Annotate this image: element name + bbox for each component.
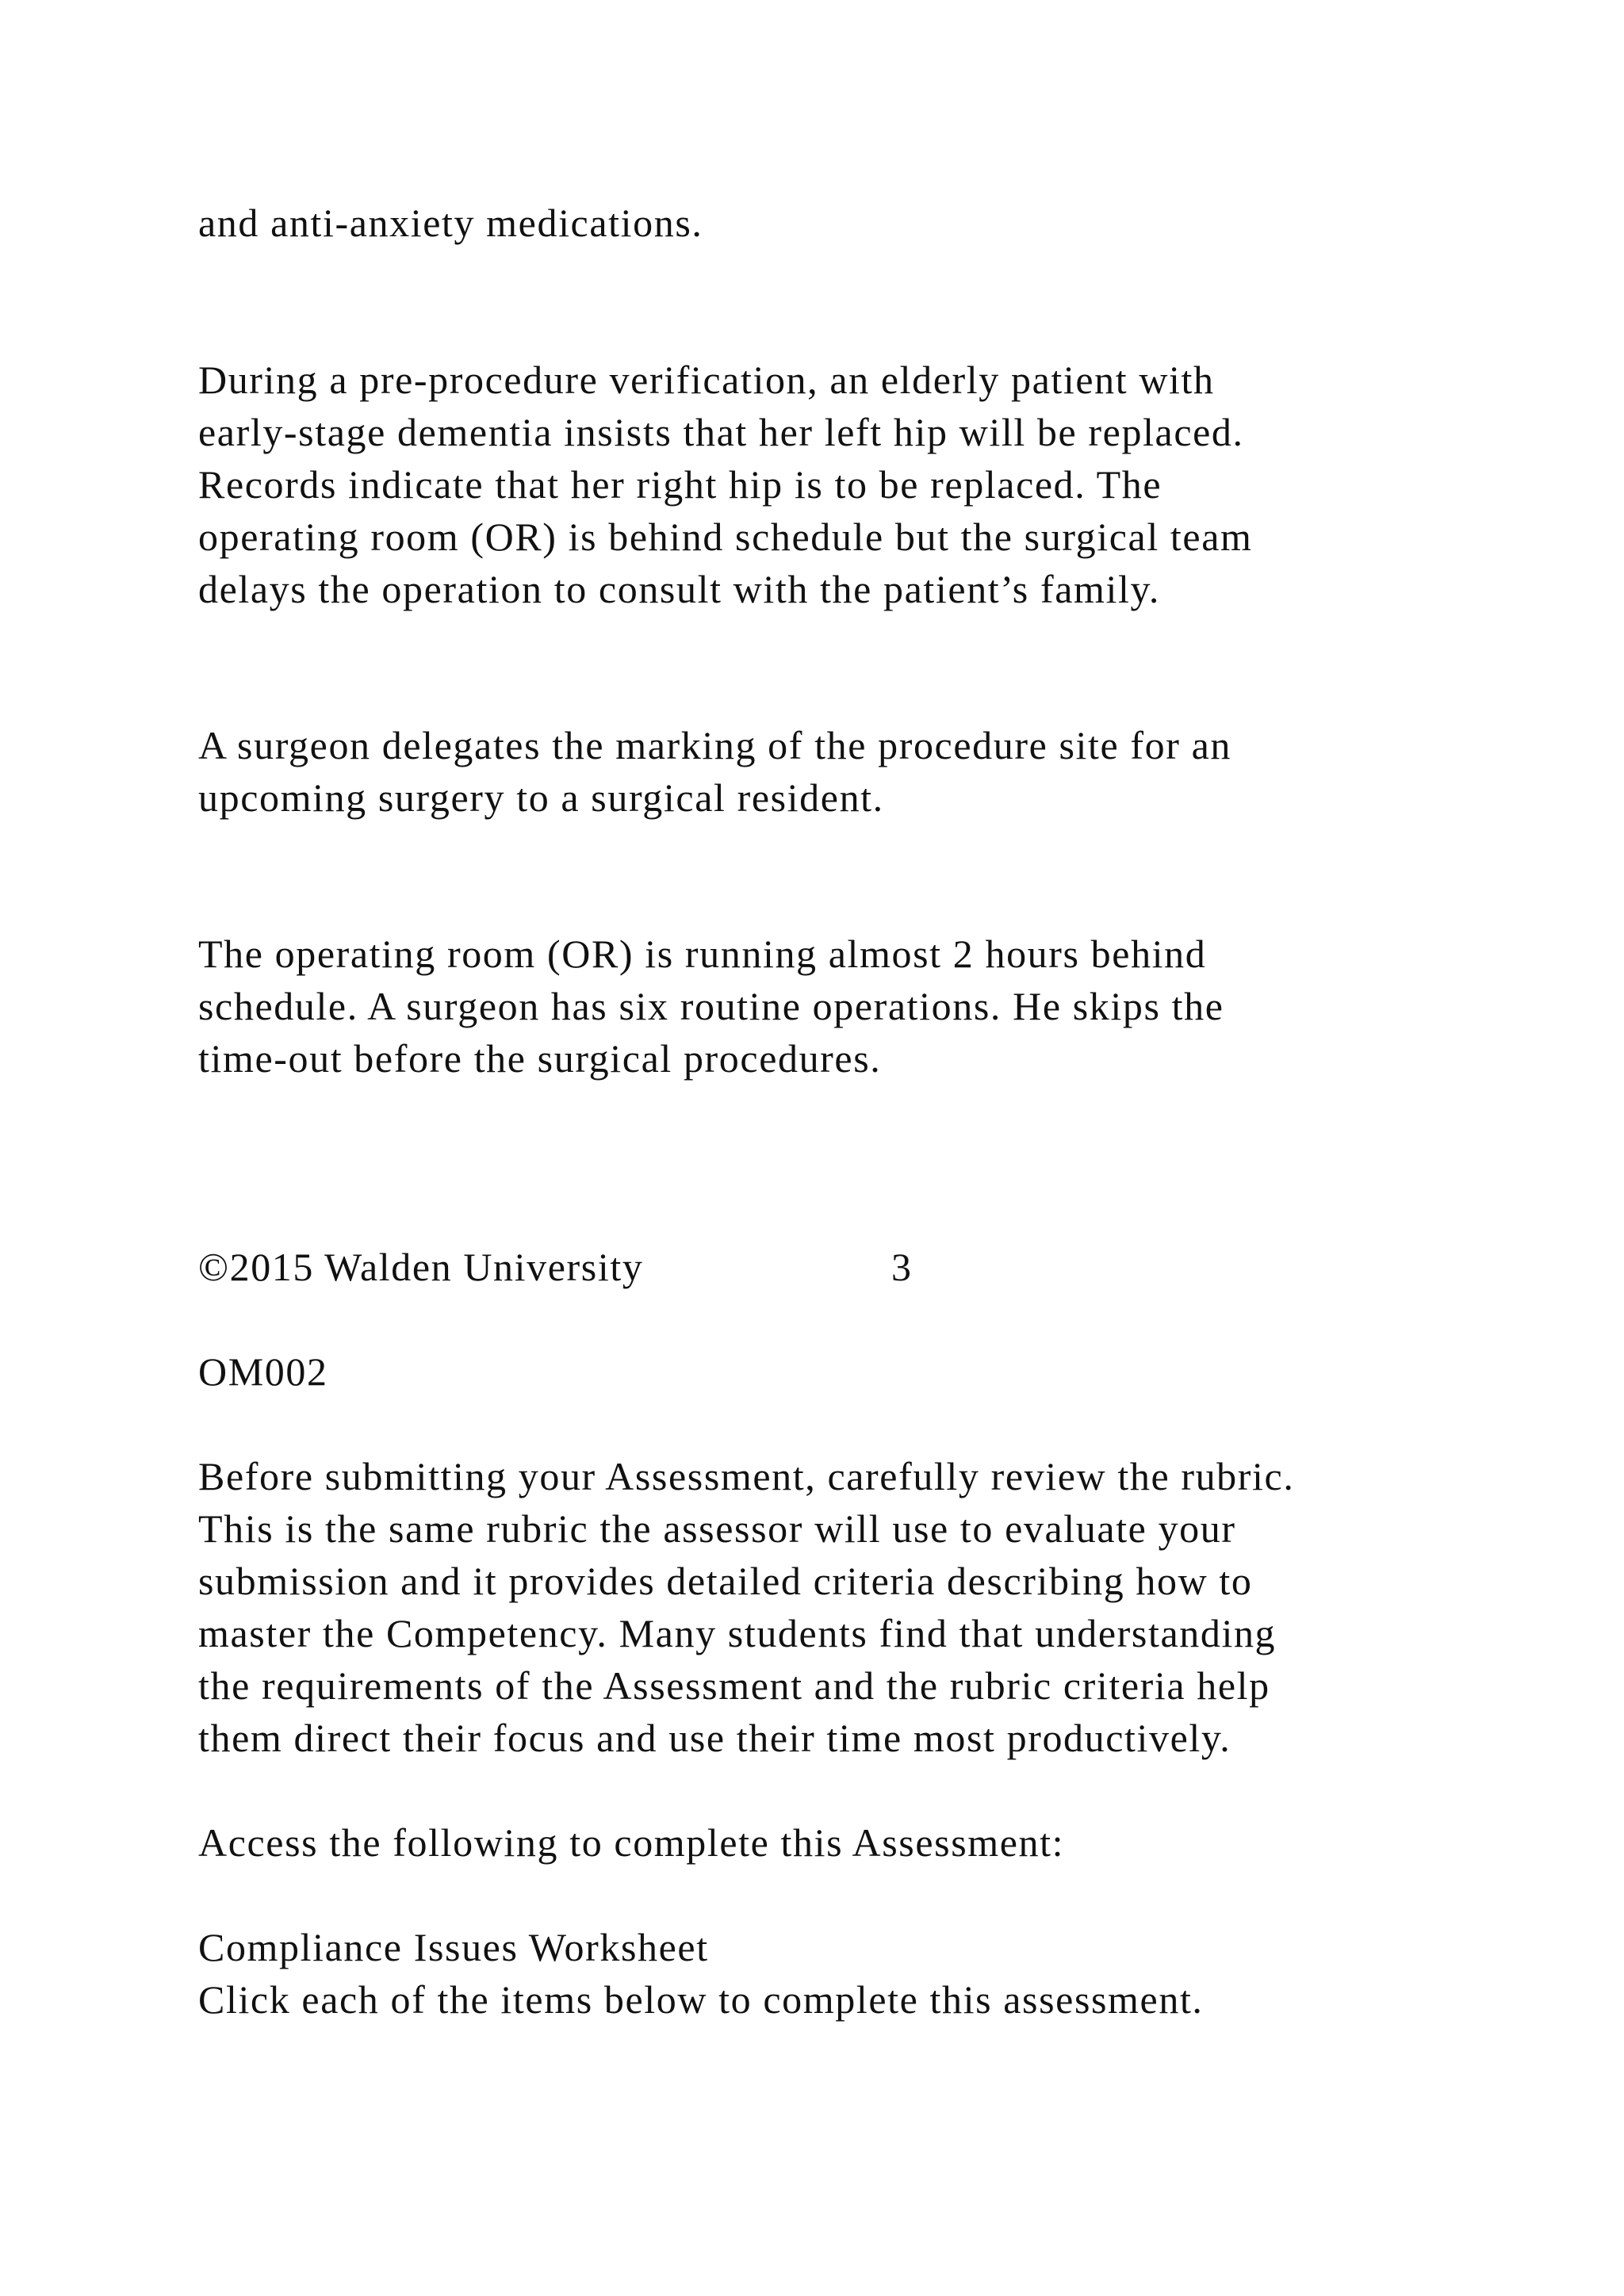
rubric-note-line: them direct their focus and use their time most productively. (198, 1716, 1231, 1760)
wrong-hip-scenario-line: early-stage dementia insists that her left hip will be replaced. (198, 410, 1244, 454)
rubric-note-line: submission and it provides detailed criteria describing how to (198, 1559, 1253, 1603)
rubric-note-line: the requirements of the Assessment and the rubric criteria help (198, 1663, 1270, 1708)
timeout-scenario-line: The operating room (OR) is running almost 2 hours behind (198, 932, 1207, 976)
timeout-scenario-line: schedule. A surgeon has six routine operations. He skips the (198, 984, 1224, 1028)
rubric-note-line: Before submitting your Assessment, carefully review the rubric. (198, 1454, 1295, 1498)
intro-text-line: and anti-anxiety medications. (198, 201, 703, 245)
timeout-scenario-line: time-out before the surgical procedures. (198, 1036, 882, 1081)
site-marking-scenario-line: upcoming surgery to a surgical resident. (198, 775, 884, 820)
wrong-hip-scenario-line: During a pre-procedure verification, an elderly patient with (198, 358, 1215, 402)
rubric-note-line: master the Competency. Many students find that understanding (198, 1611, 1277, 1655)
access-note: Access the following to complete this Assessment: (198, 1820, 1065, 1865)
click-instruction: Click each of the items below to complete this assessment. (198, 1977, 1204, 2022)
wrong-hip-scenario-line: delays the operation to consult with the patient’s family. (198, 567, 1160, 611)
worksheet-title: Compliance Issues Worksheet (198, 1925, 709, 1969)
site-marking-scenario-line: A surgeon delegates the marking of the procedure site for an (198, 723, 1232, 767)
wrong-hip-scenario-line: Records indicate that her right hip is to be replaced. The (198, 462, 1162, 507)
rubric-note-line: This is the same rubric the assessor will use to evaluate your (198, 1506, 1236, 1551)
page-number: 3 (891, 1245, 911, 1289)
course-code: OM002 (198, 1349, 328, 1394)
wrong-hip-scenario-line: operating room (OR) is behind schedule but the surgical team (198, 515, 1253, 559)
copyright-footer: ©2015 Walden University (198, 1245, 644, 1289)
